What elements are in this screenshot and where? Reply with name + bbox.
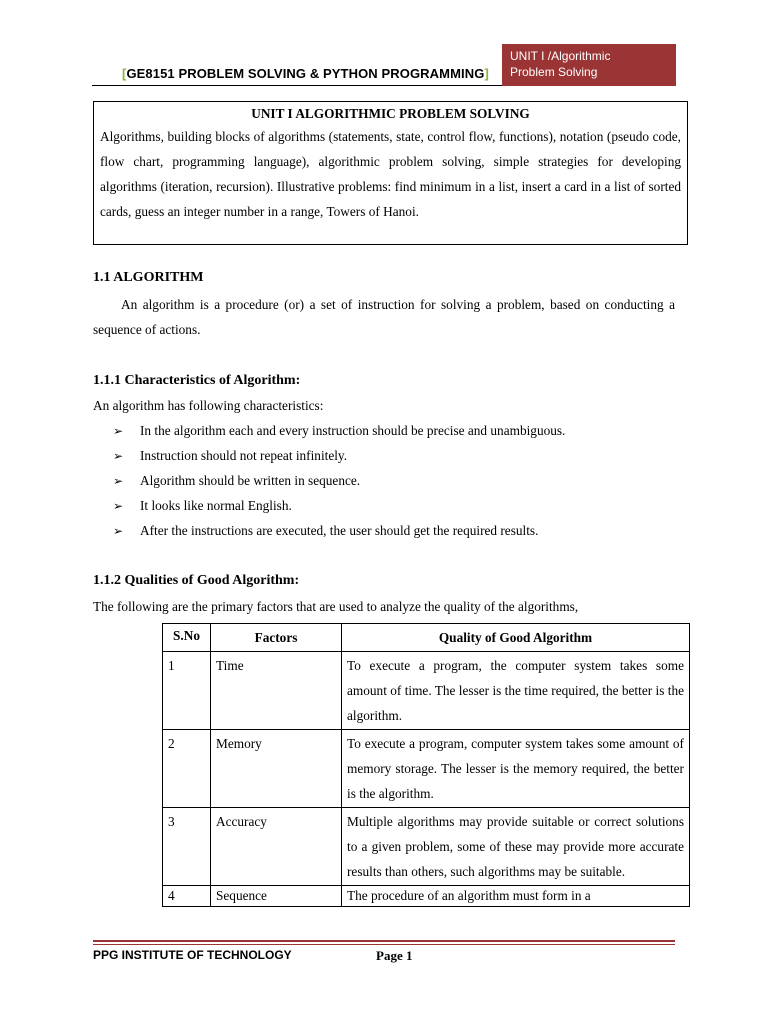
list-item xyxy=(113,470,673,495)
table-cell-quality: To execute a program, the computer system takes some amount of time. The lesser is the time required, the better is the algorithm. xyxy=(342,652,690,730)
list-item-text: Instruction should not repeat infinitely. xyxy=(140,448,348,463)
qualities-table xyxy=(162,623,690,907)
table-cell-quality: To execute a program, computer system takes some amount of memory storage. The lesser is the memory required, the better is the algorithm. xyxy=(342,730,690,808)
section-heading-algorithm: 1.1 ALGORITHM xyxy=(93,270,204,285)
unit-badge-line2: Problem Solving xyxy=(510,65,598,79)
column-header-sno: S.No xyxy=(163,624,211,652)
course-title xyxy=(122,66,489,81)
arrow-bullet-icon: ➢ xyxy=(113,524,124,538)
characteristics-intro: An algorithm has following characteristics: xyxy=(93,398,324,413)
footer-institute: PPG INSTITUTE OF TECHNOLOGY xyxy=(93,948,292,962)
table-cell-quality: Multiple algorithms may provide suitable or correct solutions to a given problem, some of these may provide more accurate results than others, such algorithms may be suitable. xyxy=(342,808,690,886)
table-row xyxy=(163,652,690,730)
footer-divider xyxy=(93,940,675,942)
list-item xyxy=(113,420,673,445)
table-cell-factor: Accuracy xyxy=(211,808,342,886)
list-item-text: It looks like normal English. xyxy=(140,498,292,513)
footer-divider-thin xyxy=(93,944,675,945)
table-header-row xyxy=(163,624,690,652)
list-item xyxy=(113,445,673,470)
arrow-bullet-icon: ➢ xyxy=(113,499,124,513)
table-cell-factor: Sequence xyxy=(211,886,342,907)
syllabus-box xyxy=(93,101,688,245)
arrow-bullet-icon: ➢ xyxy=(113,474,124,488)
course-bracket-close: ] xyxy=(484,66,489,81)
list-item-text: In the algorithm each and every instruction should be precise and unambiguous. xyxy=(140,423,566,438)
course-title-text: GE8151 PROBLEM SOLVING & PYTHON PROGRAMMING xyxy=(126,66,485,81)
table-cell-sno: 4 xyxy=(163,886,211,907)
table-cell-quality: The procedure of an algorithm must form in a xyxy=(342,886,690,907)
course-bracket-open: [ xyxy=(122,66,127,81)
list-item xyxy=(113,495,673,520)
unit-badge xyxy=(502,44,676,86)
table-cell-sno: 1 xyxy=(163,652,211,730)
algorithm-definition: An algorithm is a procedure (or) a set of instruction for solving a problem, based on conducting a sequence of actions. xyxy=(93,297,675,337)
table-cell-factor: Time xyxy=(211,652,342,730)
list-item-text: Algorithm should be written in sequence. xyxy=(140,473,361,488)
section-heading-characteristics: 1.1.1 Characteristics of Algorithm: xyxy=(93,373,301,388)
table-cell-sno: 3 xyxy=(163,808,211,886)
unit-badge-line1: UNIT I /Algorithmic xyxy=(510,49,611,63)
characteristics-list xyxy=(113,420,673,545)
table-cell-sno: 2 xyxy=(163,730,211,808)
column-header-factors: Factors xyxy=(211,624,342,652)
arrow-bullet-icon: ➢ xyxy=(113,424,124,438)
page-header xyxy=(92,44,676,86)
table-row xyxy=(163,886,690,907)
table-row xyxy=(163,808,690,886)
table-row xyxy=(163,730,690,808)
list-item xyxy=(113,520,673,545)
syllabus-title: UNIT I ALGORITHMIC PROBLEM SOLVING xyxy=(251,106,530,121)
section-heading-qualities: 1.1.2 Qualities of Good Algorithm: xyxy=(93,573,300,588)
table-cell-factor: Memory xyxy=(211,730,342,808)
list-item-text: After the instructions are executed, the user should get the required results. xyxy=(140,523,539,538)
column-header-quality: Quality of Good Algorithm xyxy=(342,624,690,652)
header-divider xyxy=(92,85,502,86)
arrow-bullet-icon: ➢ xyxy=(113,449,124,463)
syllabus-body: Algorithms, building blocks of algorithms (statements, state, control flow, functions), notation (pseudo code, flow chart, programming language), algorithmic problem solving, simple strategies for developing algorithms (iteration, recursion). Illustrative problems: find minimum in a list, insert a card in a list of sorted cards, guess an integer number in a range, Towers of Hanoi. xyxy=(100,129,681,219)
qualities-intro: The following are the primary factors that are used to analyze the quality of the algorithms, xyxy=(93,599,579,614)
page-number: Page 1 xyxy=(376,948,413,963)
